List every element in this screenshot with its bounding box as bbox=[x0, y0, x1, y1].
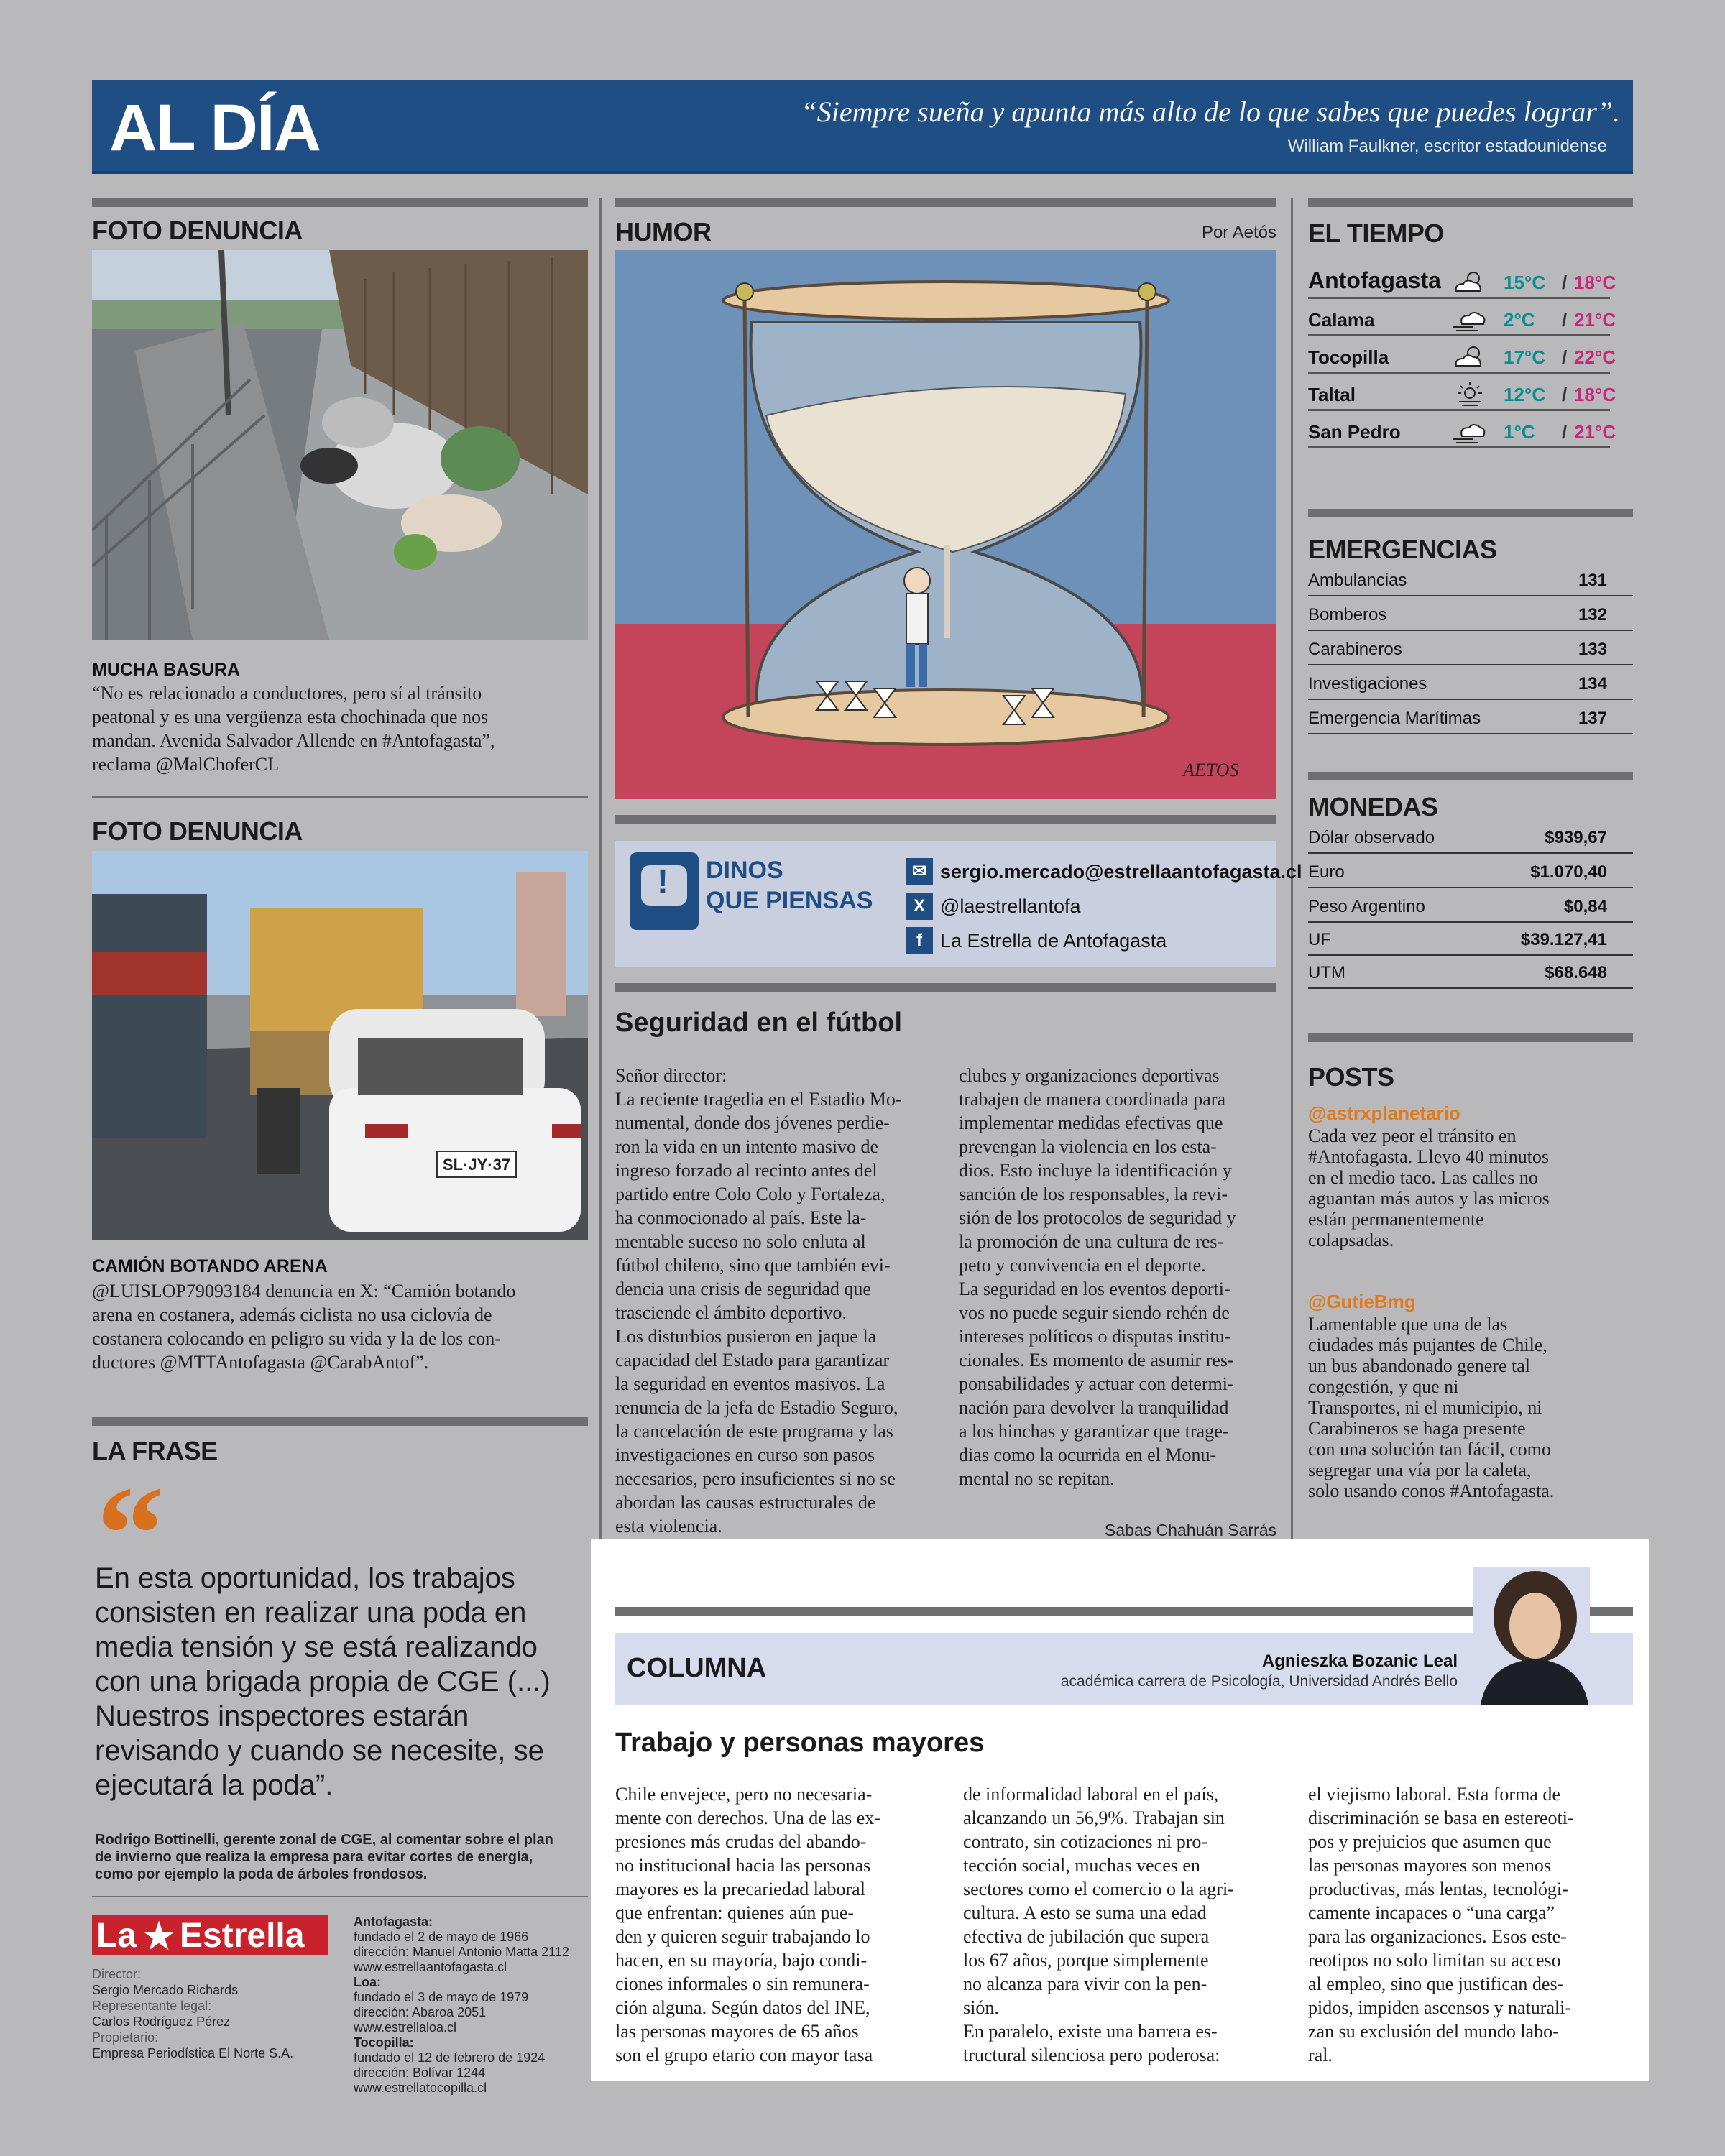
edition-address: dirección: Manuel Antonio Matta 2112 bbox=[354, 1945, 569, 1959]
weather-row bbox=[1308, 300, 1616, 336]
director-name: Sergio Mercado Richards bbox=[92, 1983, 239, 1997]
text-line: #Antofagasta. Llevo 40 minutos bbox=[1308, 1146, 1550, 1167]
currency-row bbox=[1308, 819, 1633, 854]
cartoon-signature: AETOS bbox=[1183, 760, 1239, 780]
monedas-title: MONEDAS bbox=[1308, 792, 1438, 821]
rep-label: Representante legal: bbox=[92, 1999, 212, 2013]
caption-line: mandan. Avenida Salvador Allende en #Antofagasta”, bbox=[92, 730, 495, 751]
text-line: para las organizaciones. Esos este- bbox=[1308, 1926, 1567, 1947]
la-frase-title: LA FRASE bbox=[92, 1436, 218, 1465]
text-line: sectores como el comercio o la agri- bbox=[963, 1879, 1234, 1899]
text-line: ción alguna. Según datos del INE, bbox=[615, 1997, 870, 2018]
weather-city: San Pedro bbox=[1308, 421, 1401, 443]
temp-min: 2°C bbox=[1504, 309, 1535, 331]
post-body bbox=[1308, 1314, 1617, 1501]
letter-title: Seguridad en el fútbol bbox=[615, 1008, 903, 1038]
humor-byline: Por Aetós bbox=[1201, 223, 1276, 242]
temp-separator: / bbox=[1562, 309, 1568, 331]
currency-value: $1.070,40 bbox=[1530, 862, 1607, 882]
author-photo bbox=[1473, 1567, 1590, 1705]
logo-estrella-text: Estrella bbox=[180, 1917, 305, 1955]
text-line: contrato, sin cotizaciones ni pro- bbox=[963, 1831, 1208, 1852]
caption-line: arena en costanera, además ciclista no usa ciclovía de bbox=[92, 1304, 492, 1325]
rule bbox=[92, 198, 588, 207]
emergency-label: Bomberos bbox=[1308, 605, 1387, 625]
text-line: peto y convivencia en el deporte. bbox=[959, 1255, 1206, 1276]
cloud-wind-icon bbox=[1452, 305, 1488, 333]
edition-address: dirección: Abaroa 2051 bbox=[354, 2005, 487, 2019]
dinos-title bbox=[706, 855, 873, 916]
foto-denuncia-title: FOTO DENUNCIA bbox=[92, 816, 303, 846]
edition-founded: fundado el 12 de febrero de 1924 bbox=[354, 2050, 546, 2065]
rule bbox=[1308, 198, 1633, 207]
rule bbox=[1308, 509, 1633, 517]
temp-min: 1°C bbox=[1504, 421, 1535, 443]
text-line: abordan las causas estructurales de bbox=[615, 1492, 876, 1513]
text-line: con una solución tan fácil, como bbox=[1308, 1439, 1551, 1460]
caption-line: reclama @MalChoferCL bbox=[92, 754, 280, 775]
letter-col-2 bbox=[959, 1064, 1282, 1491]
temp-min: 15°C bbox=[1504, 272, 1546, 293]
text-line: den y quieren seguir trabajando lo bbox=[615, 1926, 870, 1947]
edition-city: Antofagasta: bbox=[354, 1915, 433, 1929]
weather-city: Tocopilla bbox=[1308, 346, 1389, 368]
text-line: capacidad del Estado para garantizar bbox=[615, 1350, 890, 1370]
text-line: cionales. Es momento de asumir res- bbox=[959, 1350, 1234, 1370]
emergency-label: Carabineros bbox=[1308, 640, 1402, 659]
garbage-photo bbox=[92, 250, 588, 640]
attribution-line: Rodrigo Bottinelli, gerente zonal de CGE, al comentar sobre el plan bbox=[95, 1832, 553, 1848]
contact-email[interactable]: sergio.mercado@estrellaantofagasta.cl bbox=[940, 861, 1302, 883]
temp-separator: / bbox=[1562, 272, 1568, 293]
currency-label: UF bbox=[1308, 930, 1331, 949]
text-line: clubes y organizaciones deportivas bbox=[959, 1065, 1220, 1086]
weather-city: Taltal bbox=[1308, 384, 1356, 405]
text-line: segregar una vía por la caleta, bbox=[1308, 1460, 1532, 1480]
temp-max: 18°C bbox=[1574, 384, 1616, 405]
rule bbox=[615, 198, 1276, 207]
rule bbox=[1308, 772, 1633, 780]
weather-city: Calama bbox=[1308, 309, 1375, 331]
text-line: los 67 años, porque simplemente bbox=[963, 1950, 1209, 1971]
text-line: hacen, en su mayoría, bajo condi- bbox=[615, 1950, 868, 1971]
text-line: no alcanza para vivir con la pen- bbox=[963, 1973, 1208, 1994]
truck-photo bbox=[92, 851, 588, 1240]
columna-headline: Trabajo y personas mayores bbox=[615, 1728, 985, 1758]
emergency-number: 131 bbox=[1578, 571, 1607, 590]
exclamation-speech-icon: ! bbox=[630, 852, 699, 930]
currency-row bbox=[1308, 854, 1633, 888]
text-line: aguantan más autos y las micros bbox=[1308, 1188, 1550, 1209]
text-line: Los disturbios pusieron en jaque la bbox=[615, 1326, 877, 1347]
currency-row bbox=[1308, 888, 1633, 923]
text-line: presiones más crudas del abando- bbox=[615, 1831, 867, 1852]
currency-label: Peso Argentino bbox=[1308, 897, 1425, 916]
star-icon: ★ bbox=[141, 1915, 178, 1959]
text-line: alcanzando un 56,9%. Trabajan sin bbox=[963, 1807, 1225, 1828]
attribution-line: de invierno que realiza la empresa para evitar cortes de energía, bbox=[95, 1849, 533, 1865]
masthead-credits bbox=[92, 1966, 293, 2061]
text-line: fútbol chileno, sino que también evi- bbox=[615, 1255, 891, 1276]
dinos-box bbox=[615, 841, 1302, 967]
weather-row bbox=[1308, 338, 1616, 374]
currency-label: Euro bbox=[1308, 862, 1345, 882]
text-line: La seguridad en los eventos deporti- bbox=[959, 1279, 1230, 1299]
edition-founded: fundado el 3 de mayo de 1979 bbox=[354, 1990, 529, 2004]
rule bbox=[615, 983, 1276, 992]
text-line: al empleo, sino que justifican des- bbox=[1308, 1973, 1564, 1994]
emergency-label: Ambulancias bbox=[1308, 571, 1407, 590]
emergency-row bbox=[1308, 665, 1633, 700]
la-estrella-logo bbox=[92, 1915, 328, 1959]
text-line: de informalidad laboral en el país, bbox=[963, 1784, 1219, 1805]
text-line: las personas mayores de 65 años bbox=[615, 2021, 859, 2042]
sun-haze-icon bbox=[1452, 380, 1488, 407]
quote-line: consisten en realizar una poda en bbox=[95, 1597, 527, 1628]
currency-label: UTM bbox=[1308, 963, 1346, 982]
temp-min: 12°C bbox=[1504, 384, 1546, 405]
humor-title: HUMOR bbox=[615, 217, 712, 247]
text-line: colapsadas. bbox=[1308, 1230, 1394, 1250]
text-line: ron la vida en un intento masivo de bbox=[615, 1136, 879, 1157]
text-line: dencia una crisis de seguridad que bbox=[615, 1279, 871, 1299]
currency-value: $939,67 bbox=[1545, 828, 1607, 847]
text-line: un bus abandonado genere tal bbox=[1308, 1355, 1531, 1376]
text-line: Señor director: bbox=[615, 1065, 727, 1086]
caption-title-basura: MUCHA BASURA bbox=[92, 660, 241, 680]
columna-col-3 bbox=[1308, 1782, 1632, 2067]
columna-col-2 bbox=[963, 1782, 1287, 2067]
rule bbox=[1308, 1033, 1633, 1042]
text-line: prevengan la violencia en los esta- bbox=[959, 1136, 1217, 1157]
text-line: ciudades más pujantes de Chile, bbox=[1308, 1335, 1547, 1355]
currency-row bbox=[1308, 921, 1633, 956]
edition-city: Loa: bbox=[354, 1975, 381, 1989]
text-line: son el grupo etario con mayor tasa bbox=[615, 2045, 873, 2065]
text-line: ha conmocionado al país. Este la- bbox=[615, 1207, 867, 1228]
owner-label: Propietario: bbox=[92, 2030, 159, 2045]
text-line: reotipos no solo limitan su acceso bbox=[1308, 1950, 1561, 1971]
quote-mark-icon: “ bbox=[96, 1459, 165, 1610]
columna-col-1 bbox=[615, 1782, 939, 2067]
director-label: Director: bbox=[92, 1967, 142, 1981]
caption-line: peatonal y es una vergüenza esta chochinada que nos bbox=[92, 706, 489, 727]
partly-cloudy-sun-icon bbox=[1452, 343, 1488, 370]
text-line: que enfrentan: quienes aún pue- bbox=[615, 1902, 855, 1923]
quote-line: Nuestros inspectores estarán bbox=[95, 1700, 469, 1732]
text-line: renuncia de la jefa de Estadio Seguro, bbox=[615, 1397, 898, 1418]
emergency-number: 133 bbox=[1578, 640, 1607, 659]
frase-attribution bbox=[95, 1831, 591, 1883]
weather-row bbox=[1308, 375, 1616, 411]
post-handle[interactable]: @astrxplanetario bbox=[1308, 1102, 1460, 1124]
edition-founded: fundado el 2 de mayo de 1966 bbox=[354, 1930, 529, 1944]
text-line: nación para devolver la tranquilidad bbox=[959, 1397, 1229, 1418]
text-line: camente incapaces o “una carga” bbox=[1308, 1902, 1555, 1923]
text-line: dios. Esto incluye la identificación y bbox=[959, 1160, 1232, 1181]
emergency-number: 132 bbox=[1578, 605, 1607, 625]
emergency-label: Emergencia Marítimas bbox=[1308, 709, 1481, 728]
quote-line: En esta oportunidad, los trabajos bbox=[95, 1562, 515, 1594]
text-line: trasciende el ámbito deportivo. bbox=[615, 1302, 847, 1323]
text-line: mentable suceso no solo enluta al bbox=[615, 1231, 866, 1252]
text-line: las personas mayores son menos bbox=[1308, 1855, 1551, 1876]
temp-min: 17°C bbox=[1504, 346, 1546, 368]
edition-web: www.estrellatocopilla.cl bbox=[354, 2081, 487, 2095]
frase-quote bbox=[95, 1561, 591, 1802]
section-title-al-dia: AL DÍA bbox=[109, 91, 320, 165]
columna-author-role: académica carrera de Psicología, Universidad Andrés Bello bbox=[1060, 1673, 1458, 1690]
logo-la-text: La bbox=[96, 1917, 137, 1955]
text-line: Cada vez peor el tránsito en bbox=[1308, 1125, 1517, 1146]
text-line: Chile envejece, pero no necesaria- bbox=[615, 1784, 873, 1805]
text-line: mente con derechos. Una de las ex- bbox=[615, 1807, 880, 1828]
attribution-line: como por ejemplo la poda de árboles frondosos. bbox=[95, 1866, 428, 1882]
dinos-title-line: DINOS bbox=[706, 857, 783, 884]
columna-title: COLUMNA bbox=[627, 1653, 767, 1683]
emergency-row bbox=[1308, 562, 1633, 596]
edition-web: www.estrellaloa.cl bbox=[354, 2020, 457, 2035]
edition-city: Tocopilla: bbox=[354, 2035, 414, 2050]
text-line: investigaciones en curso son pasos bbox=[615, 1445, 875, 1465]
rule bbox=[92, 796, 588, 798]
emergency-number: 134 bbox=[1578, 674, 1607, 694]
letter-col-1 bbox=[615, 1064, 939, 1562]
caption-line: ductores @MTTAntofagasta @CarabAntof”. bbox=[92, 1352, 429, 1373]
text-line: mental no se repitan. bbox=[959, 1468, 1115, 1489]
rep-name: Carlos Rodríguez Pérez bbox=[92, 2014, 231, 2029]
text-line: tructural silenciosa pero poderosa: bbox=[963, 2045, 1220, 2065]
caption-basura bbox=[92, 681, 588, 776]
caption-title-camion: CAMIÓN BOTANDO ARENA bbox=[92, 1256, 328, 1276]
currency-value: $68.648 bbox=[1545, 963, 1607, 982]
text-line: necesarios, pero insuficientes si no se bbox=[615, 1468, 896, 1489]
text-line: mayores es la precariedad laboral bbox=[615, 1879, 865, 1899]
foto-denuncia-title: FOTO DENUNCIA bbox=[92, 216, 303, 245]
post-body bbox=[1308, 1125, 1617, 1250]
temp-max: 21°C bbox=[1574, 421, 1616, 443]
text-line: congestión, y que ni bbox=[1308, 1376, 1459, 1397]
cloud-wind-icon bbox=[1452, 418, 1488, 445]
text-line: están permanentemente bbox=[1308, 1209, 1484, 1230]
text-line: discriminación se basa en estereoti- bbox=[1308, 1807, 1574, 1828]
text-line: zan su exclusión del mundo labo- bbox=[1308, 2021, 1559, 2042]
text-line: productivas, más lentas, tecnológi- bbox=[1308, 1879, 1568, 1899]
caption-line: “No es relacionado a conductores, pero sí al tránsito bbox=[92, 683, 482, 704]
rule bbox=[92, 1896, 588, 1897]
text-line: ingreso forzado al recinto antes del bbox=[615, 1160, 878, 1181]
emergencias-title: EMERGENCIAS bbox=[1308, 535, 1497, 564]
edition-web: www.estrellaantofagasta.cl bbox=[354, 1960, 507, 1974]
text-line: numental, donde dos jóvenes perdie- bbox=[615, 1112, 890, 1133]
text-line: dias como la ocurrida en el Monu- bbox=[959, 1445, 1217, 1465]
text-line: trabajen de manera coordinada para bbox=[959, 1089, 1226, 1110]
email-icon: ✉ bbox=[906, 858, 933, 885]
partly-cloudy-sun-icon bbox=[1452, 268, 1488, 295]
column-divider bbox=[599, 198, 602, 1564]
temp-separator: / bbox=[1562, 421, 1568, 443]
post-handle[interactable]: @GutieBmg bbox=[1308, 1291, 1416, 1312]
text-line: ciones informales o sin remunera- bbox=[615, 1973, 870, 1994]
weather-city: Antofagasta bbox=[1308, 267, 1441, 293]
license-plate: SL·JY·37 bbox=[442, 1156, 511, 1174]
letter-signer: Sabas Chahuán Sarrás bbox=[1104, 1521, 1276, 1539]
temp-max: 18°C bbox=[1574, 272, 1616, 293]
currency-value: $39.127,41 bbox=[1520, 930, 1607, 949]
caption-line: @LUISLOP79093184 denuncia en X: “Camión botando bbox=[92, 1281, 516, 1302]
text-line: solo usando conos #Antofagasta. bbox=[1308, 1480, 1555, 1501]
text-line: tección social, muchas veces en bbox=[963, 1855, 1200, 1876]
text-line: la seguridad en eventos masivos. La bbox=[615, 1373, 886, 1394]
text-line: ponsabilidades y actuar con determi- bbox=[959, 1373, 1234, 1394]
text-line: La reciente tragedia en el Estadio Mo- bbox=[615, 1089, 902, 1110]
hourglass-cartoon bbox=[615, 250, 1276, 799]
header-quote-author: William Faulkner, escritor estadounidense bbox=[1287, 137, 1607, 156]
x-logo-icon: X bbox=[906, 893, 933, 920]
text-line: a los hinchas y garantizar que trage- bbox=[959, 1421, 1229, 1442]
header-quote: “Siempre sueña y apunta más alto de lo que sabes que puedes lograr”. bbox=[801, 96, 1620, 128]
text-line: Carabineros se haga presente bbox=[1308, 1418, 1526, 1439]
text-line: esta violencia. bbox=[615, 1516, 722, 1537]
temp-max: 21°C bbox=[1574, 309, 1616, 331]
weather-row bbox=[1308, 263, 1616, 299]
columna-author: Agnieszka Bozanic Leal bbox=[1261, 1651, 1458, 1671]
quote-line: ejecutará la poda”. bbox=[95, 1769, 334, 1801]
text-line: sión de los protocolos de seguridad y bbox=[959, 1207, 1236, 1228]
currency-row bbox=[1308, 954, 1633, 989]
quote-line: con una brigada propia de CGE (...) bbox=[95, 1666, 551, 1697]
text-line: sanción de los responsables, la revi- bbox=[959, 1184, 1228, 1204]
text-line: partido entre Colo Colo y Fortaleza, bbox=[615, 1184, 886, 1204]
caption-line: costanera colocando en peligro su vida y la de los con- bbox=[92, 1328, 501, 1349]
text-line: ral. bbox=[1308, 2045, 1333, 2065]
weather-title: EL TIEMPO bbox=[1308, 218, 1444, 248]
text-line: no institucional hacia las personas bbox=[615, 1855, 871, 1876]
caption-camion bbox=[92, 1279, 588, 1374]
temp-separator: / bbox=[1562, 346, 1568, 368]
dinos-title-line: QUE PIENSAS bbox=[706, 887, 873, 914]
text-line: en el medio taco. Las calles no bbox=[1308, 1167, 1538, 1188]
masthead-editions bbox=[354, 1915, 569, 2096]
weather-row bbox=[1308, 413, 1616, 448]
text-line: el viejismo laboral. Esta forma de bbox=[1308, 1784, 1560, 1805]
text-line: pos y prejuicios que asumen que bbox=[1308, 1831, 1552, 1852]
text-line: sión. bbox=[963, 1997, 999, 2018]
text-line: intereses políticos o disputas institu- bbox=[959, 1326, 1231, 1347]
contact-x[interactable]: @laestrellantofa bbox=[940, 895, 1081, 917]
emergency-number: 137 bbox=[1578, 709, 1607, 728]
text-line: la promoción de una cultura de res- bbox=[959, 1231, 1224, 1252]
text-line: Lamentable que una de las bbox=[1308, 1314, 1508, 1335]
currency-label: Dólar observado bbox=[1308, 828, 1435, 847]
emergency-row bbox=[1308, 631, 1633, 665]
text-line: implementar medidas efectivas que bbox=[959, 1112, 1223, 1133]
text-line: cultura. A esto se suma una edad bbox=[963, 1902, 1207, 1923]
emergency-row bbox=[1308, 700, 1633, 734]
text-line: Transportes, ni el municipio, ni bbox=[1308, 1397, 1542, 1418]
text-line: En paralelo, existe una barrera es- bbox=[963, 2021, 1218, 2042]
rule bbox=[92, 1417, 588, 1426]
quote-line: revisando y cuando se necesite, se bbox=[95, 1735, 544, 1766]
temp-max: 22°C bbox=[1574, 346, 1616, 368]
currency-value: $0,84 bbox=[1563, 897, 1607, 916]
text-line: la cancelación de este programa y las bbox=[615, 1421, 893, 1442]
text-line: efectiva de jubilación que supera bbox=[963, 1926, 1210, 1947]
rule bbox=[615, 815, 1276, 824]
facebook-icon: f bbox=[906, 927, 933, 954]
edition-address: dirección: Bolívar 1244 bbox=[354, 2065, 486, 2080]
text-line: vos no puede seguir siendo rehén de bbox=[959, 1302, 1230, 1323]
header-banner bbox=[92, 80, 1633, 174]
text-line: pidos, impiden ascensos y naturali- bbox=[1308, 1997, 1572, 2018]
contact-facebook[interactable]: La Estrella de Antofagasta bbox=[940, 930, 1167, 952]
temp-separator: / bbox=[1562, 384, 1568, 405]
emergency-row bbox=[1308, 596, 1633, 631]
posts-title: POSTS bbox=[1308, 1062, 1394, 1092]
quote-line: media tensión y se está realizando bbox=[95, 1631, 538, 1663]
emergency-label: Investigaciones bbox=[1308, 674, 1427, 694]
owner-name: Empresa Periodística El Norte S.A. bbox=[92, 2046, 294, 2060]
